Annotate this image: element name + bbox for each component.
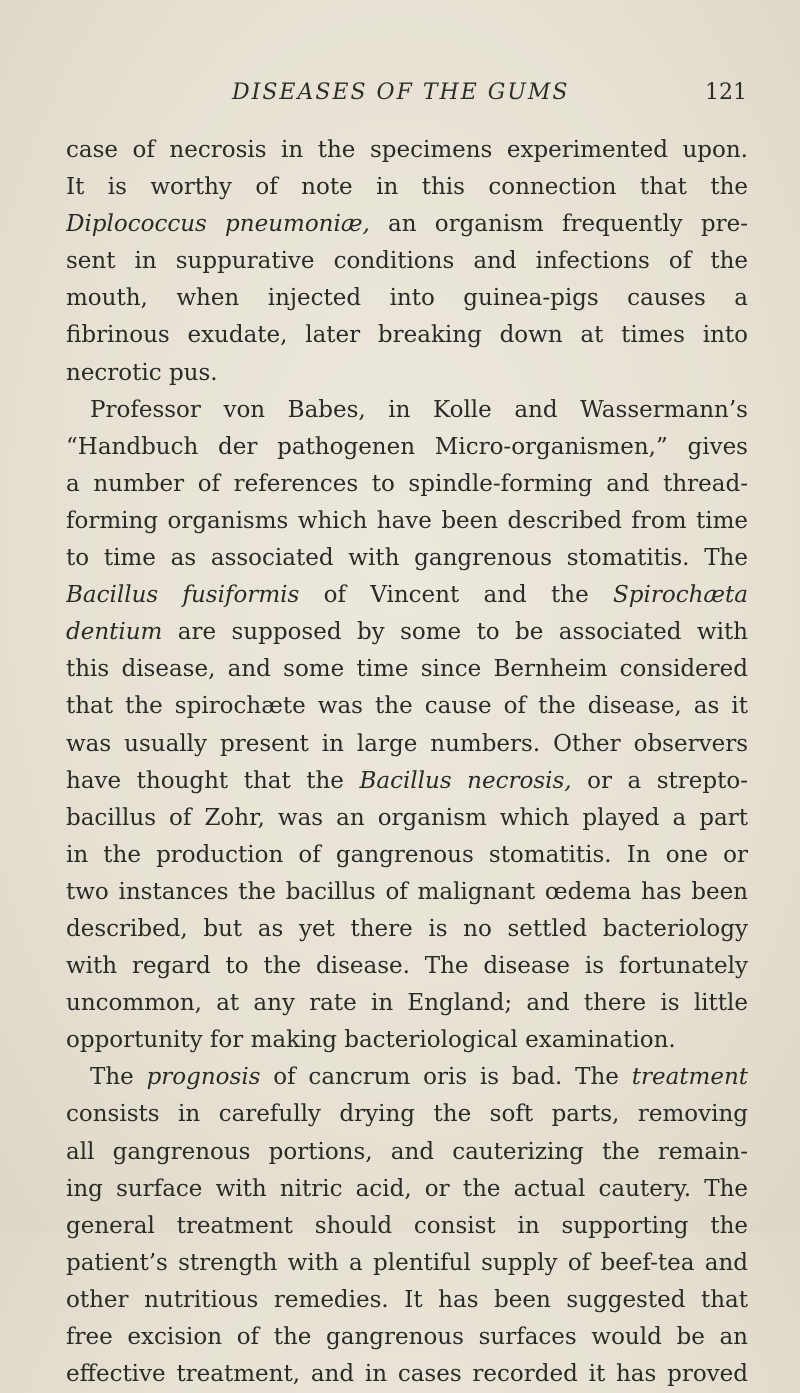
text-segment: case of necrosis in the specimens experimented upon. [66, 137, 748, 163]
text-line [66, 726, 748, 763]
text-segment: in the production of gangrenous stomatitis. In one or [66, 841, 748, 868]
text-segment: bacillus of Zohr, was an organism which played a part [66, 804, 748, 831]
body-text [66, 132, 796, 1393]
text-segment: sent in suppurative conditions and infections of the [66, 248, 748, 275]
text-line [66, 763, 748, 800]
text-segment: a number of references to spindle-forming and thread- [66, 470, 748, 497]
text-segment: have thought that the [66, 767, 360, 794]
text-line [66, 1171, 748, 1208]
italic-text: prognosis [146, 1064, 261, 1091]
text-segment: fibrinous exudate, later breaking down at times into [66, 322, 748, 349]
text-line [66, 317, 748, 354]
text-segment: to time as associated with gangrenous stomatitis. The [66, 545, 748, 572]
italic-text: Bacillus necrosis, [359, 767, 572, 794]
text-line [66, 1059, 748, 1096]
page-header [232, 80, 747, 120]
text-line [66, 503, 748, 540]
text-segment: The [90, 1064, 147, 1091]
text-segment: of Vincent and the [299, 582, 614, 609]
text-line [66, 280, 748, 317]
text-line [66, 1319, 748, 1356]
text-line [66, 651, 748, 688]
text-line [66, 132, 748, 169]
text-line [66, 800, 748, 837]
text-segment: of cancrum oris is bad. The [260, 1064, 632, 1091]
text-segment: other nutritious remedies. It has been suggested that [66, 1286, 748, 1313]
text-line [66, 540, 748, 577]
text-segment: forming organisms which have been described from time [66, 507, 748, 534]
text-line [66, 1134, 748, 1171]
text-segment: “Handbuch der pathogenen Micro-organismen,” gives [66, 433, 748, 460]
text-segment: two instances the bacillus of malignant œdema has been [66, 878, 748, 905]
text-segment: consists in carefully drying the soft parts, removing [66, 1101, 748, 1128]
text-segment: It is worthy of note in this connection that the [66, 174, 748, 201]
text-segment: Professor von Babes, in Kolle and Wassermann’s [90, 396, 748, 423]
text-line [66, 614, 748, 651]
text-segment: with regard to the disease. The disease is fortunately [66, 953, 748, 980]
text-segment: an organism frequently pre- [369, 211, 748, 238]
text-segment: all gangrenous portions, and cauterizing the remain- [66, 1138, 748, 1165]
text-line [66, 985, 748, 1022]
text-segment: ing surface with nitric acid, or the actual cautery. The [66, 1175, 748, 1202]
page-number: 121 [705, 80, 747, 105]
italic-text: dentium [66, 619, 163, 646]
italic-text: Diplococcus pneumoniæ, [66, 211, 370, 238]
text-line [66, 429, 748, 466]
text-segment: are supposed by some to be associated with [162, 619, 748, 646]
text-segment: this disease, and some time since Bernheim considered [66, 656, 748, 683]
text-line [66, 355, 306, 392]
italic-text: Spirochæta [613, 582, 748, 609]
text-line [66, 577, 748, 614]
running-title: DISEASES OF THE GUMS [232, 80, 570, 105]
text-segment: opportunity for making bacteriological examination. [66, 1027, 676, 1054]
text-line [66, 206, 748, 243]
text-line [66, 1282, 748, 1319]
text-segment: mouth, when injected into guinea-pigs causes a [66, 285, 748, 312]
text-line [66, 948, 748, 985]
text-line [66, 1245, 748, 1282]
text-segment: necrotic pus. [66, 359, 218, 386]
text-line [66, 911, 748, 948]
text-line [66, 1096, 748, 1133]
text-segment: general treatment should consist in supporting the [66, 1212, 748, 1239]
text-segment: effective treatment, and in cases recorded it has proved [66, 1361, 748, 1388]
text-segment: that the spirochæte was the cause of the disease, as it [66, 693, 748, 720]
text-line [66, 1356, 748, 1393]
text-line [66, 392, 748, 429]
text-segment: was usually present in large numbers. Other observers [66, 730, 748, 757]
text-line [66, 874, 748, 911]
text-line [66, 688, 748, 725]
text-line [66, 169, 748, 206]
text-segment: free excision of the gangrenous surfaces would be an [66, 1324, 748, 1350]
text-line [66, 837, 748, 874]
text-line [66, 466, 748, 503]
italic-text: Bacillus fusiformis [66, 582, 300, 609]
text-segment: uncommon, at any rate in England; and there is little [66, 990, 748, 1017]
text-line [66, 1208, 748, 1245]
text-segment: described, but as yet there is no settled bacteriology [66, 915, 748, 942]
text-line [66, 1022, 748, 1059]
text-segment: or a strepto- [571, 767, 748, 794]
italic-text: treatment [631, 1064, 748, 1091]
text-segment: patient’s strength with a plentiful supply of beef-tea and [66, 1249, 748, 1276]
text-line [66, 243, 748, 280]
